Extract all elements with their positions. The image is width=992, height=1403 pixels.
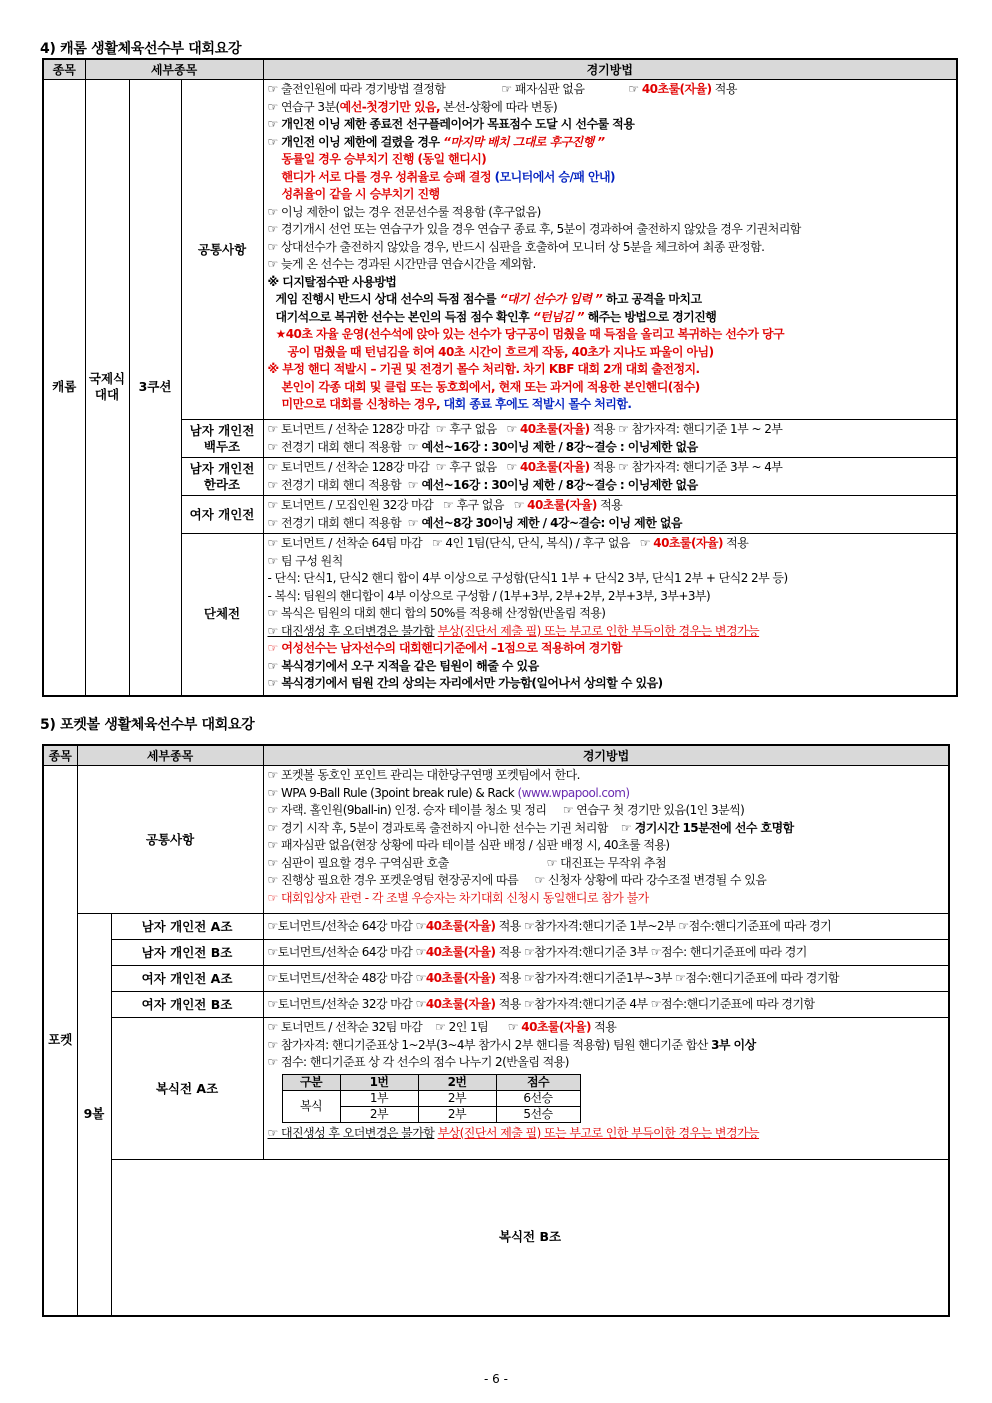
carom-rules-table — [42, 58, 958, 697]
pocket-male-b-label: 남자 개인전 B조 — [111, 940, 263, 966]
team-label: 단체전 — [181, 534, 263, 696]
header-discipline: 종목 — [43, 745, 77, 766]
doubles-a-rules: ☞ 토너먼트 / 선착순 32팀 마감 ☞ 2인 1팀 ☞ 40초룰(자율) 적용 ☞ 참가자격: 핸디기준표상 1~2부(3~4부 참가시 2부 핸디를 적용함) 팀원 핸디기준 합산 3부 이상 ☞ 점수: 핸디기준표 상 각 선수의 점수 나누기 2(반올림 적용) 구분 1번 2번 점수 복식 1부 2부 6선승 2부 2부 5선승 ☞ 대진생성 후 오더변경은 불가함 부상(진단서 제출 필) 또는 부고로 인한 부득이한 경우는 변경가능 — [263, 1018, 949, 1160]
female-rules: ☞ 토너먼트 / 모집인원 32강 마감 ☞ 후구 없음 ☞ 40초룰(자율) 적용 ☞ 전경기 대회 핸디 적용함 ☞ 예선~8강 30이닝 제한 / 4강~결승: 이닝 제한 없음 — [263, 496, 957, 534]
section-5-title: 5) 포켓볼 생활체육선수부 대회요강 — [40, 717, 255, 733]
team-rules: ☞ 토너먼트 / 선착순 64팀 마감 ☞ 4인 1팀(단식, 단식, 복식) / 후구 없음 ☞ 40초룰(자율) 적용 ☞ 팀 구성 원칙 - 단식: 단식1, 단식2 핸디 합이 4부 이상으로 구성함(단식1 1부 + 단식2 3부, 단식1 2부 + 단식2 2부 등) - 복식: 팀원의 핸디합이 4부 이상으로 구성함 / (1부+3부, 2부+2부, 2부+3부, 3부+3부) ☞ 복식은 팀원의 대회 핸디 합의 50%를 적용해 산정함(반올림 적용) ☞ 대진생성 후 오더변경은 불가함 부상(진단서 제출 필) 또는 부고로 인한 부득이한 경우는 변경가능 ☞ 여성선수는 남자선수의 대회핸디기준에서 –1점으로 적용하여 경기함 ☞ 복식경기에서 오구 지적을 같은 팀원이 해줄 수 있음 ☞ 복식경기에서 팀원 간의 상의는 자리에서만 가능함(일어나서 상의할 수 있음) — [263, 534, 957, 696]
category-pocket: 포켓 — [43, 766, 77, 1316]
header-sub-discipline: 세부종목 — [77, 745, 263, 766]
doubles-a-score-table: 구분 1번 2번 점수 복식 1부 2부 6선승 2부 2부 5선승 — [282, 1074, 581, 1123]
doubles-b-label: 복식전 B조 — [111, 1160, 949, 1316]
male-halla-rules: ☞ 토너먼트 / 선착순 128강 마감 ☞ 후구 없음 ☞ 40초룰(자율) 적용 ☞ 참가자격: 핸디기준 3부 ~ 4부 ☞ 전경기 대회 핸디 적용함 ☞ 예선~16강 : 30이닝 제한 / 8강~결승 : 이닝제한 없음 — [263, 458, 957, 496]
header-method: 경기방법 — [263, 745, 949, 766]
page-number: - 6 - — [484, 1372, 508, 1386]
male-halla-label: 남자 개인전 한라조 — [181, 458, 263, 496]
pocket-rules-table — [42, 744, 950, 1317]
header-method: 경기방법 — [263, 59, 957, 80]
doubles-a-label: 복식전 A조 — [111, 1018, 263, 1160]
pocket-male-a-label: 남자 개인전 A조 — [111, 914, 263, 940]
header-discipline: 종목 — [43, 59, 85, 80]
pocket-common-rules: ☞ 포켓볼 동호인 포인트 관리는 대한당구연맹 포켓팀에서 한다. ☞ WPA 9-Ball Rule (3point break rule) & Rack (www.wpapool.com) ☞ 자랙. 홀인원(9ball-in) 인정. 승자 테이블 청소 및 정리 ☞ 연습구 첫 경기만 있음(1인 3분씩) ☞ 경기 시작 후, 5분이 경과토록 출전하지 아니한 선수는 기권 처리함 ☞ 경기시간 15분전에 선수 호명함 ☞ 패자심판 없음(현장 상황에 따라 테이블 심판 배정 / 심판 배정 시, 40초룰 적용) ☞ 심판이 필요할 경우 구역심판 호출 ☞ 대진표는 무작위 추첨 ☞ 진행상 필요한 경우 포켓운영팀 현장공지에 따름 ☞ 신청자 상황에 따라 강수조절 변경될 수 있음 ☞ 대회입상자 관련 - 각 조별 우승자는 차기대회 신청시 동일핸디로 참가 불가 — [263, 766, 949, 914]
male-baekdu-rules: ☞ 토너먼트 / 선착순 128강 마감 ☞ 후구 없음 ☞ 40초룰(자율) 적용 ☞ 참가자격: 핸디기준 1부 ~ 2부 ☞ 전경기 대회 핸디 적용함 ☞ 예선~16강 : 30이닝 제한 / 8강~결승 : 이닝제한 없음 — [263, 420, 957, 458]
male-baekdu-label: 남자 개인전 백두조 — [181, 420, 263, 458]
pocket-female-b-rules: ☞토너먼트/선착순 32강 마감 ☞40초룰(자율) 적용 ☞참가자격:핸디기준 4부 ☞점수:핸디기준표에 따라 경기함 — [263, 992, 949, 1018]
female-label: 여자 개인전 — [181, 496, 263, 534]
pocket-common-label: 공통사항 — [77, 766, 263, 914]
pocket-female-a-label: 여자 개인전 A조 — [111, 966, 263, 992]
category-international-large: 국제식 대대 — [85, 80, 129, 696]
header-sub-discipline: 세부종목 — [85, 59, 263, 80]
pocket-female-a-rules: ☞토너먼트/선착순 48강 마감 ☞40초룰(자율) 적용 ☞참가자격:핸디기준1부~3부 ☞점수:핸디기준표에 따라 경기함 — [263, 966, 949, 992]
pocket-male-b-rules: ☞토너먼트/선착순 64강 마감 ☞40초룰(자율) 적용 ☞참가자격:핸디기준 3부 ☞점수: 핸디기준표에 따라 경기 — [263, 940, 949, 966]
category-carom: 캐롬 — [43, 80, 85, 696]
pocket-female-b-label: 여자 개인전 B조 — [111, 992, 263, 1018]
category-9ball: 9볼 — [77, 914, 111, 1316]
common-rules: ☞ 출전인원에 따라 경기방법 결정함 ☞ 패자심판 없음 ☞ 40초룰(자율) 적용 ☞ 연습구 3분(예선-첫경기만 있음, 본선-상황에 따라 변동) ☞ 개인전 이닝 제한 종료전 선구플레이어가 목표점수 도달 시 선수룰 적용 ☞ 개인전 이닝 제한에 걸렸을 경우 “마지막 배치 그대로 후구진행 ” 동률일 경우 승부치기 진행 (동일 핸디시) 핸디가 서로 다를 경우 성취율로 승패 결정 (모니터에서 승/패 안내) 성취율이 같을 시 승부치기 진행 ☞ 이닝 제한이 없는 경우 전문선수룰 적용함 (후구없음) ☞ 경기개시 선언 또는 연습구가 있을 경우 연습구 종료 후, 5분이 경과하여 출전하지 않았을 경우 기권처리함 ☞ 상대선수가 출전하지 않았을 경우, 반드시 심판을 호출하여 모니터 상 5분을 체크하여 최종 판정함. ☞ 늦게 온 선수는 경과된 시간만큼 연습시간을 제외함. ※ 디지탈점수판 사용방법 게임 진행시 반드시 상대 선수의 득점 점수를 “대기 선수가 입력 ” 하고 공격을 마치고 대기석으로 복귀한 선수는 본인의 득점 점수 확인후 “턴넘김 ” 해주는 방법으로 경기진행 ★40초 자율 운영(선수석에 앉아 있는 선수가 당구공이 멈췄을 때 득점을 올리고 복귀하는 선수가 당구 공이 멈췄을 때 턴넘김을 히여 40초 시간이 흐르게 작동, 40초가 지나도 파울이 아님) ※ 부정 핸디 적발시 – 기권 및 전경기 몰수 처리함. 차기 KBF 대회 2개 대회 출전정지. 본인이 각종 대회 및 클럽 또는 동호회에서, 현재 또는 과거에 적용한 본인핸디(점수) 미만으로 대회를 신청하는 경우, 대회 종료 후에도 적발시 몰수 처리함. — [263, 80, 957, 420]
common-label: 공통사항 — [181, 80, 263, 420]
section-4-title: 4) 캐롬 생활체육선수부 대회요강 — [40, 41, 242, 57]
category-3cushion: 3쿠션 — [129, 80, 181, 696]
pocket-male-a-rules: ☞토너먼트/선착순 64강 마감 ☞40초룰(자율) 적용 ☞참가자격:핸디기준 1부~2부 ☞점수:핸디기준표에 따라 경기 — [263, 914, 949, 940]
